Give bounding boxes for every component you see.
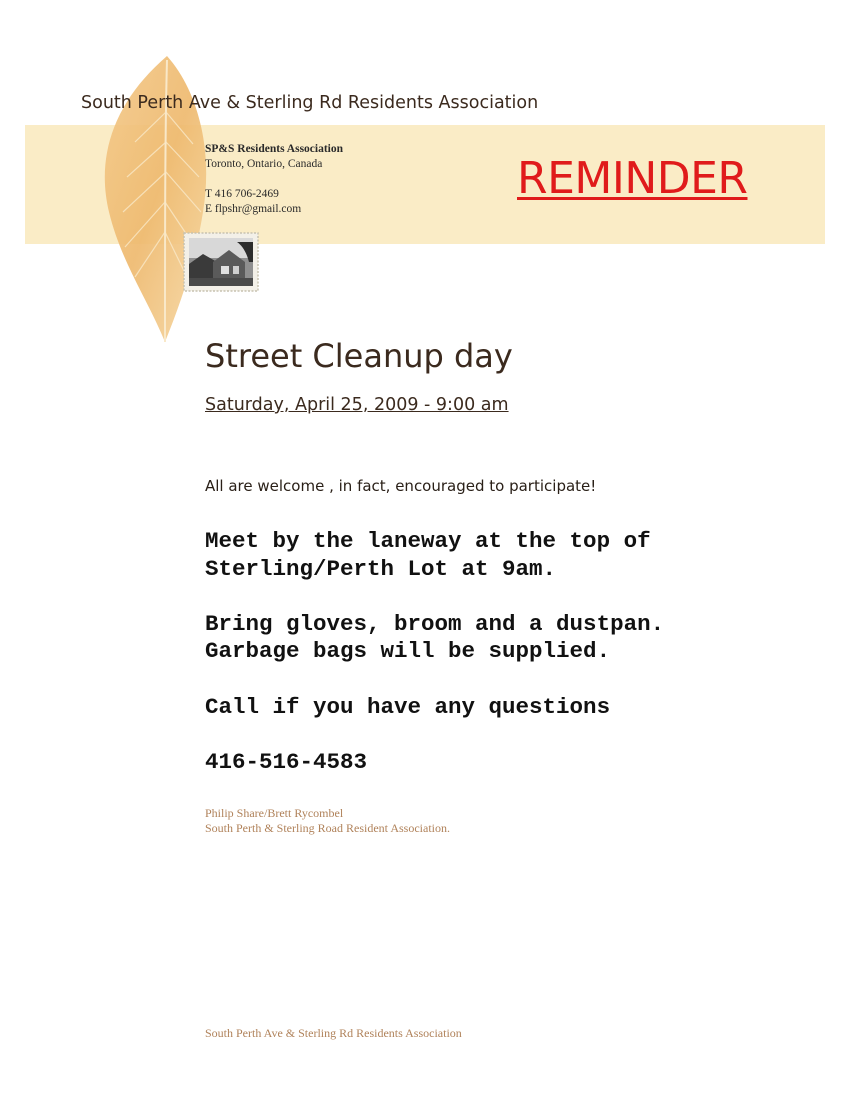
meet-line-1: Meet by the laneway at the top of [205, 528, 651, 554]
signature-block [205, 806, 450, 836]
page-footer: South Perth Ave & Sterling Rd Residents Association [205, 1026, 462, 1040]
event-title: Street Cleanup day [205, 337, 513, 375]
contact-phone: T 416 706-2469 [205, 188, 279, 200]
signature-org: South Perth & Sterling Road Resident Association. [205, 821, 450, 835]
event-date: Saturday, April 25, 2009 - 9:00 am [205, 395, 509, 415]
contact-block [205, 142, 343, 217]
welcome-text: All are welcome , in fact, encouraged to participate! [205, 477, 597, 495]
contact-email[interactable]: E flpshr@gmail.com [205, 203, 302, 215]
org-header: South Perth Ave & Sterling Rd Residents Association [81, 93, 539, 113]
meet-line-2: Sterling/Perth Lot at 9am. [205, 555, 557, 582]
bring-line-1: Bring gloves, broom and a dustpan. [205, 610, 665, 637]
contact-location: Toronto, Ontario, Canada [205, 158, 323, 170]
signature-names: Philip Share/Brett Rycombel [205, 806, 344, 820]
bring-line-2: Garbage bags will be supplied. [205, 638, 611, 665]
details-block [205, 528, 664, 776]
reminder-heading: REMINDER [517, 153, 748, 204]
phone-number: 416-516-4583 [205, 748, 368, 775]
stamp-icon [183, 232, 259, 292]
contact-name: SP&S Residents Association [205, 143, 344, 155]
call-line: Call if you have any questions [205, 693, 611, 720]
